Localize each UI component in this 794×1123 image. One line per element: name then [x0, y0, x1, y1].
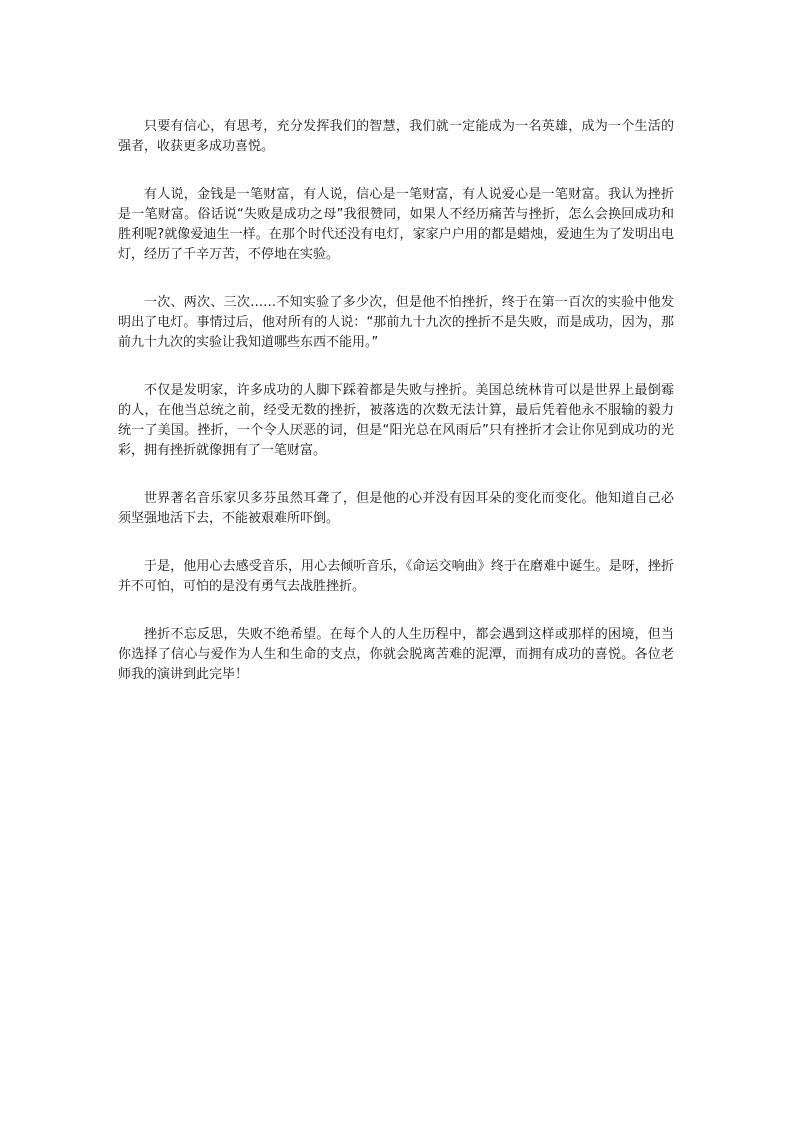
paragraph-2: 有人说，金钱是一笔财富，有人说，信心是一笔财富，有人说爱心是一笔财富。我认为挫折是一笔财富。俗话说“失败是成功之母”我很赞同，如果人不经历痛苦与挫折，怎么会换回成功和胜利呢?就像爱迪生一样。在那个时代还没有电灯，家家户户用的都是蜡烛，爱迪生为了发明出电灯，经历了千辛万苦，不停地在实验。 [118, 187, 674, 262]
paragraph-7: 挫折不忘反思，失败不绝希望。在每个人的人生历程中，都会遇到这样或那样的困境，但当你选择了信心与爱作为人生和生命的支点，你就会脱离苦难的泥潭，而拥有成功的喜悦。各位老师我的演讲到此完毕！ [118, 627, 674, 682]
paragraph-3: 一次、两次、三次……不知实验了多少次，但是他不怕挫折，终于在第一百次的实验中他发明出了电灯。事情过后，他对所有的人说：“那前九十九次的挫折不是失败，而是成功，因为，那前九十九次的实验让我知道哪些东西不能用。” [118, 295, 674, 350]
document-body [118, 117, 674, 713]
paragraph-4: 不仅是发明家，许多成功的人脚下踩着都是失败与挫折。美国总统林肯可以是世界上最倒霉的人，在他当总统之前，经受无数的挫折，被落选的次数无法计算，最后凭着他永不服输的毅力统一了美国。挫折，一个令人厌恶的词，但是“阳光总在风雨后”只有挫折才会让你见到成功的光彩，拥有挫折就像拥有了一笔财富。 [118, 383, 674, 458]
paragraph-6: 于是，他用心去感受音乐，用心去倾听音乐，《命运交响曲》终于在磨难中诞生。是呀，挫折并不可怕，可怕的是没有勇气去战胜挫折。 [118, 559, 674, 594]
paragraph-1: 只要有信心，有思考，充分发挥我们的智慧，我们就一定能成为一名英雄，成为一个生活的强者，收获更多成功喜悦。 [118, 119, 674, 154]
paragraph-5: 世界著名音乐家贝多芬虽然耳聋了，但是他的心并没有因耳朵的变化而变化。他知道自己必须坚强地活下去，不能被艰难所吓倒。 [118, 491, 674, 526]
